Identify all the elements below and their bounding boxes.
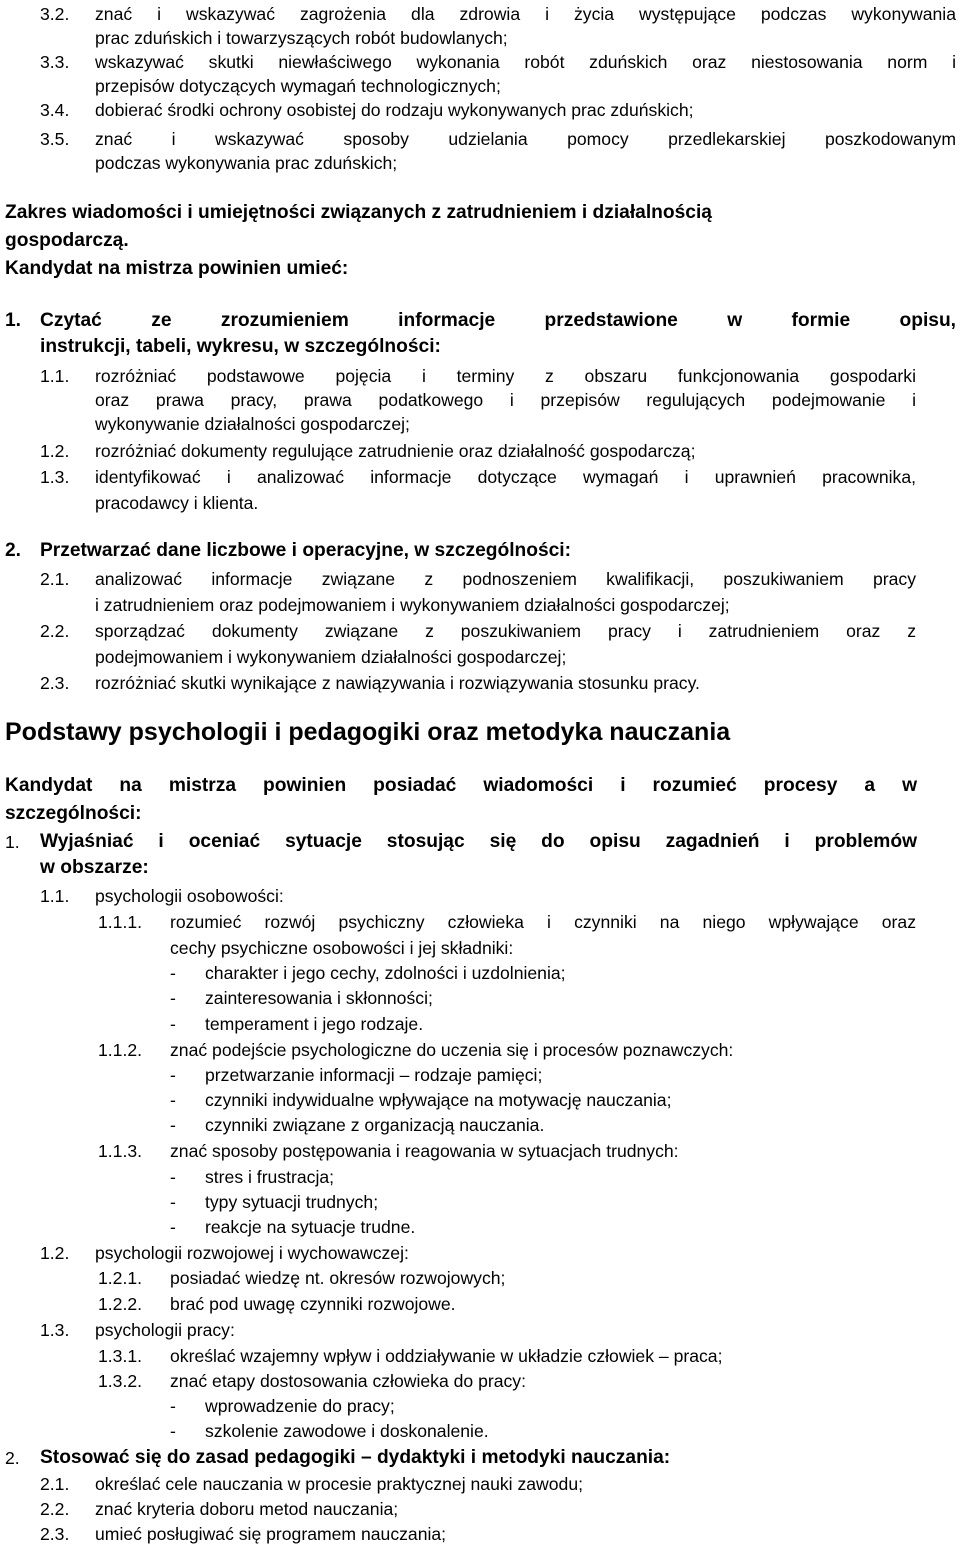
bullet-text: reakcje na sytuacje trudne. — [205, 1217, 416, 1237]
bullet-text: stres i frustracja; — [205, 1167, 335, 1187]
item-number: 1.1. — [40, 886, 70, 906]
item-number: 1. — [5, 310, 22, 331]
heading-text: gospodarczą. — [5, 230, 129, 251]
item-number: 1.2.2. — [98, 1294, 143, 1314]
section-intro — [0, 773, 960, 799]
item-number: 3.5. — [40, 129, 70, 149]
intro-text: Kandydat na mistrza powinien umieć: — [5, 258, 349, 279]
item-number: 3.2. — [40, 4, 70, 24]
bullet-dash: - — [170, 1167, 176, 1187]
item-text: posiadać wiedzę nt. okresów rozwojowych; — [170, 1268, 506, 1288]
item-text: oraz prawa pracy, prawa podatkowego i przepisów regulujących podejmowanie i — [95, 390, 916, 410]
item-text-continuation — [0, 25, 960, 51]
item-text: znać i wskazywać zagrożenia dla zdrowia i życia występujące podczas wykonywania — [95, 4, 956, 24]
bullet-text: zainteresowania i skłonności; — [205, 988, 433, 1008]
list-item — [0, 438, 960, 464]
list-item — [0, 1471, 960, 1497]
item-text: brać pod uwagę czynniki rozwojowe. — [170, 1294, 456, 1314]
group-heading-continuation — [0, 855, 960, 881]
section-heading — [0, 200, 960, 226]
section-intro-continuation — [0, 801, 960, 827]
bullet-dash: - — [170, 963, 176, 983]
item-number: 1.3.1. — [98, 1346, 143, 1366]
item-text: podczas wykonywania prac zduńskich; — [95, 153, 398, 173]
bullet-item — [0, 960, 960, 986]
item-number: 1.3. — [40, 1320, 70, 1340]
item-number: 1.1.3. — [98, 1141, 143, 1161]
bullet-item — [0, 1011, 960, 1037]
bullet-item — [0, 985, 960, 1011]
group-heading — [0, 829, 960, 855]
list-item — [0, 1, 960, 27]
item-text: umieć posługiwać się programem nauczania; — [95, 1524, 447, 1544]
item-text: psychologii pracy: — [95, 1320, 235, 1340]
list-item — [0, 670, 960, 696]
item-text: psychologii osobowości: — [95, 886, 284, 906]
item-number: 1.3.2. — [98, 1371, 143, 1391]
bullet-item — [0, 1112, 960, 1138]
item-text: dobierać środki ochrony osobistej do rodzaju wykonywanych prac zduńskich; — [95, 100, 694, 120]
item-number: 1.1.1. — [98, 912, 143, 932]
bullet-dash: - — [170, 988, 176, 1008]
item-number: 1.2. — [40, 441, 70, 461]
item-number: 2.3. — [40, 673, 70, 693]
section-intro — [0, 256, 960, 282]
item-number: 2.3. — [40, 1524, 70, 1544]
bullet-item — [0, 1164, 960, 1190]
item-text-continuation — [0, 592, 960, 618]
item-number: 2.1. — [40, 1474, 70, 1494]
bullet-dash: - — [170, 1396, 176, 1416]
group-heading — [0, 308, 960, 334]
item-number: 1.1.2. — [98, 1040, 143, 1060]
list-item — [0, 1291, 960, 1317]
item-text-continuation — [0, 387, 960, 413]
group-heading — [0, 1445, 960, 1471]
item-text: przepisów dotyczących wymagań technologicznych; — [95, 76, 501, 96]
title-text: Podstawy psychologii i pedagogiki oraz metodyka nauczania — [5, 718, 731, 746]
list-item — [0, 618, 960, 644]
item-text: rozróżniać podstawowe pojęcia i terminy z obszaru funkcjonowania gospodarki — [95, 366, 916, 386]
list-item — [0, 1138, 960, 1164]
item-text: Stosować się do zasad pedagogiki – dydaktyki i metodyki nauczania: — [40, 1447, 671, 1468]
item-number: 1.2. — [40, 1243, 70, 1263]
item-text-continuation — [0, 150, 960, 176]
item-text: w obszarze: — [40, 857, 149, 878]
bullet-dash: - — [170, 1115, 176, 1135]
bullet-dash: - — [170, 1192, 176, 1212]
bullet-item — [0, 1189, 960, 1215]
bullet-item — [0, 1418, 960, 1444]
item-text: psychologii rozwojowej i wychowawczej: — [95, 1243, 409, 1263]
item-text: i zatrudnieniem oraz podejmowaniem i wykonywaniem działalności gospodarczej; — [95, 595, 730, 615]
bullet-text: temperament i jego rodzaje. — [205, 1014, 424, 1034]
item-text: znać i wskazywać sposoby udzielania pomocy przedlekarskiej poszkodowanym — [95, 129, 956, 149]
section-title — [0, 716, 960, 748]
list-item — [0, 1240, 960, 1266]
group-heading-continuation — [0, 334, 960, 360]
bullet-item — [0, 1214, 960, 1240]
list-item — [0, 126, 960, 152]
item-number: 3.3. — [40, 52, 70, 72]
bullet-text: czynniki związane z organizacją nauczania. — [205, 1115, 545, 1135]
item-text-continuation — [0, 644, 960, 670]
section-heading-continuation — [0, 228, 960, 254]
heading-text: Zakres wiadomości i umiejętności związanych z zatrudnieniem i działalnością — [5, 202, 712, 223]
item-number: 2. — [5, 540, 22, 561]
list-item — [0, 363, 960, 389]
item-text: znać sposoby postępowania i reagowania w sytuacjach trudnych: — [170, 1141, 679, 1161]
bullet-dash: - — [170, 1065, 176, 1085]
item-text: cechy psychiczne osobowości i jej składniki: — [170, 938, 514, 958]
item-text: rozumieć rozwój psychiczny człowieka i czynniki na niego wpływające oraz — [170, 912, 916, 932]
item-text: rozróżniać skutki wynikające z nawiązywania i rozwiązywania stosunku pracy. — [95, 673, 700, 693]
list-item — [0, 1317, 960, 1343]
list-item — [0, 464, 960, 490]
list-item — [0, 883, 960, 909]
item-number: 1. — [5, 832, 20, 852]
bullet-dash: - — [170, 1421, 176, 1441]
item-text: sporządzać dokumenty związane z poszukiwaniem pracy i zatrudnieniem oraz z — [95, 621, 916, 641]
item-number: 2.1. — [40, 569, 70, 589]
item-text: Wyjaśniać i oceniać sytuacje stosując się do opisu zagadnień i problemów — [40, 831, 917, 852]
bullet-text: charakter i jego cechy, zdolności i uzdolnienia; — [205, 963, 566, 983]
item-text-continuation — [0, 73, 960, 99]
bullet-text: czynniki indywidualne wpływające na motywację nauczania; — [205, 1090, 672, 1110]
item-text: instrukcji, tabeli, wykresu, w szczególności: — [40, 336, 441, 357]
item-text-continuation — [0, 411, 960, 437]
bullet-dash: - — [170, 1217, 176, 1237]
list-item — [0, 1521, 960, 1547]
bullet-item — [0, 1393, 960, 1419]
item-text: identyfikować i analizować informacje dotyczące wymagań i uprawnień pracownika, — [95, 467, 916, 487]
list-item — [0, 97, 960, 123]
list-item — [0, 49, 960, 75]
item-text: określać cele nauczania w procesie praktycznej nauki zawodu; — [95, 1474, 583, 1494]
item-number: 1.2.1. — [98, 1268, 143, 1288]
list-item — [0, 566, 960, 592]
bullet-item — [0, 1062, 960, 1088]
item-text: analizować informacje związane z podnoszeniem kwalifikacji, poszukiwaniem pracy — [95, 569, 916, 589]
item-number: 3.4. — [40, 100, 70, 120]
bullet-dash: - — [170, 1014, 176, 1034]
item-text: Czytać ze zrozumieniem informacje przedstawione w formie opisu, — [40, 310, 956, 331]
item-number: 1.1. — [40, 366, 70, 386]
bullet-dash: - — [170, 1090, 176, 1110]
item-text: Przetwarzać dane liczbowe i operacyjne, w szczególności: — [40, 540, 572, 561]
item-text: rozróżniać dokumenty regulujące zatrudnienie oraz działalność gospodarczą; — [95, 441, 696, 461]
intro-text: Kandydat na mistrza powinien posiadać wiadomości i rozumieć procesy a w — [5, 775, 917, 796]
bullet-text: szkolenie zawodowe i doskonalenie. — [205, 1421, 489, 1441]
bullet-text: wprowadzenie do pracy; — [205, 1396, 395, 1416]
list-item — [0, 909, 960, 935]
item-number: 1.3. — [40, 467, 70, 487]
item-text-continuation — [0, 935, 960, 961]
list-item — [0, 1265, 960, 1291]
bullet-text: przetwarzanie informacji – rodzaje pamięci; — [205, 1065, 543, 1085]
item-text: wykonywanie działalności gospodarczej; — [95, 414, 410, 434]
item-text: pracodawcy i klienta. — [95, 493, 259, 513]
item-text: podejmowaniem i wykonywaniem działalności gospodarczej; — [95, 647, 567, 667]
item-text: prac zduńskich i towarzyszących robót budowlanych; — [95, 28, 508, 48]
item-text: znać etapy dostosowania człowieka do pracy: — [170, 1371, 526, 1391]
item-number: 2.2. — [40, 621, 70, 641]
list-item — [0, 1343, 960, 1369]
list-item — [0, 1368, 960, 1394]
bullet-item — [0, 1087, 960, 1113]
item-text: znać kryteria doboru metod nauczania; — [95, 1499, 399, 1519]
item-text: znać podejście psychologiczne do uczenia się i procesów poznawczych: — [170, 1040, 734, 1060]
item-number: 2. — [5, 1448, 20, 1468]
item-number: 2.2. — [40, 1499, 70, 1519]
item-text-continuation — [0, 490, 960, 516]
list-item — [0, 1496, 960, 1522]
group-heading — [0, 538, 960, 564]
list-item — [0, 1037, 960, 1063]
item-text: wskazywać skutki niewłaściwego wykonania robót zduńskich oraz niestosowania norm i — [95, 52, 956, 72]
bullet-text: typy sytuacji trudnych; — [205, 1192, 379, 1212]
item-text: określać wzajemny wpływ i oddziaływanie w układzie człowiek – praca; — [170, 1346, 723, 1366]
intro-text: szczególności: — [5, 803, 142, 824]
